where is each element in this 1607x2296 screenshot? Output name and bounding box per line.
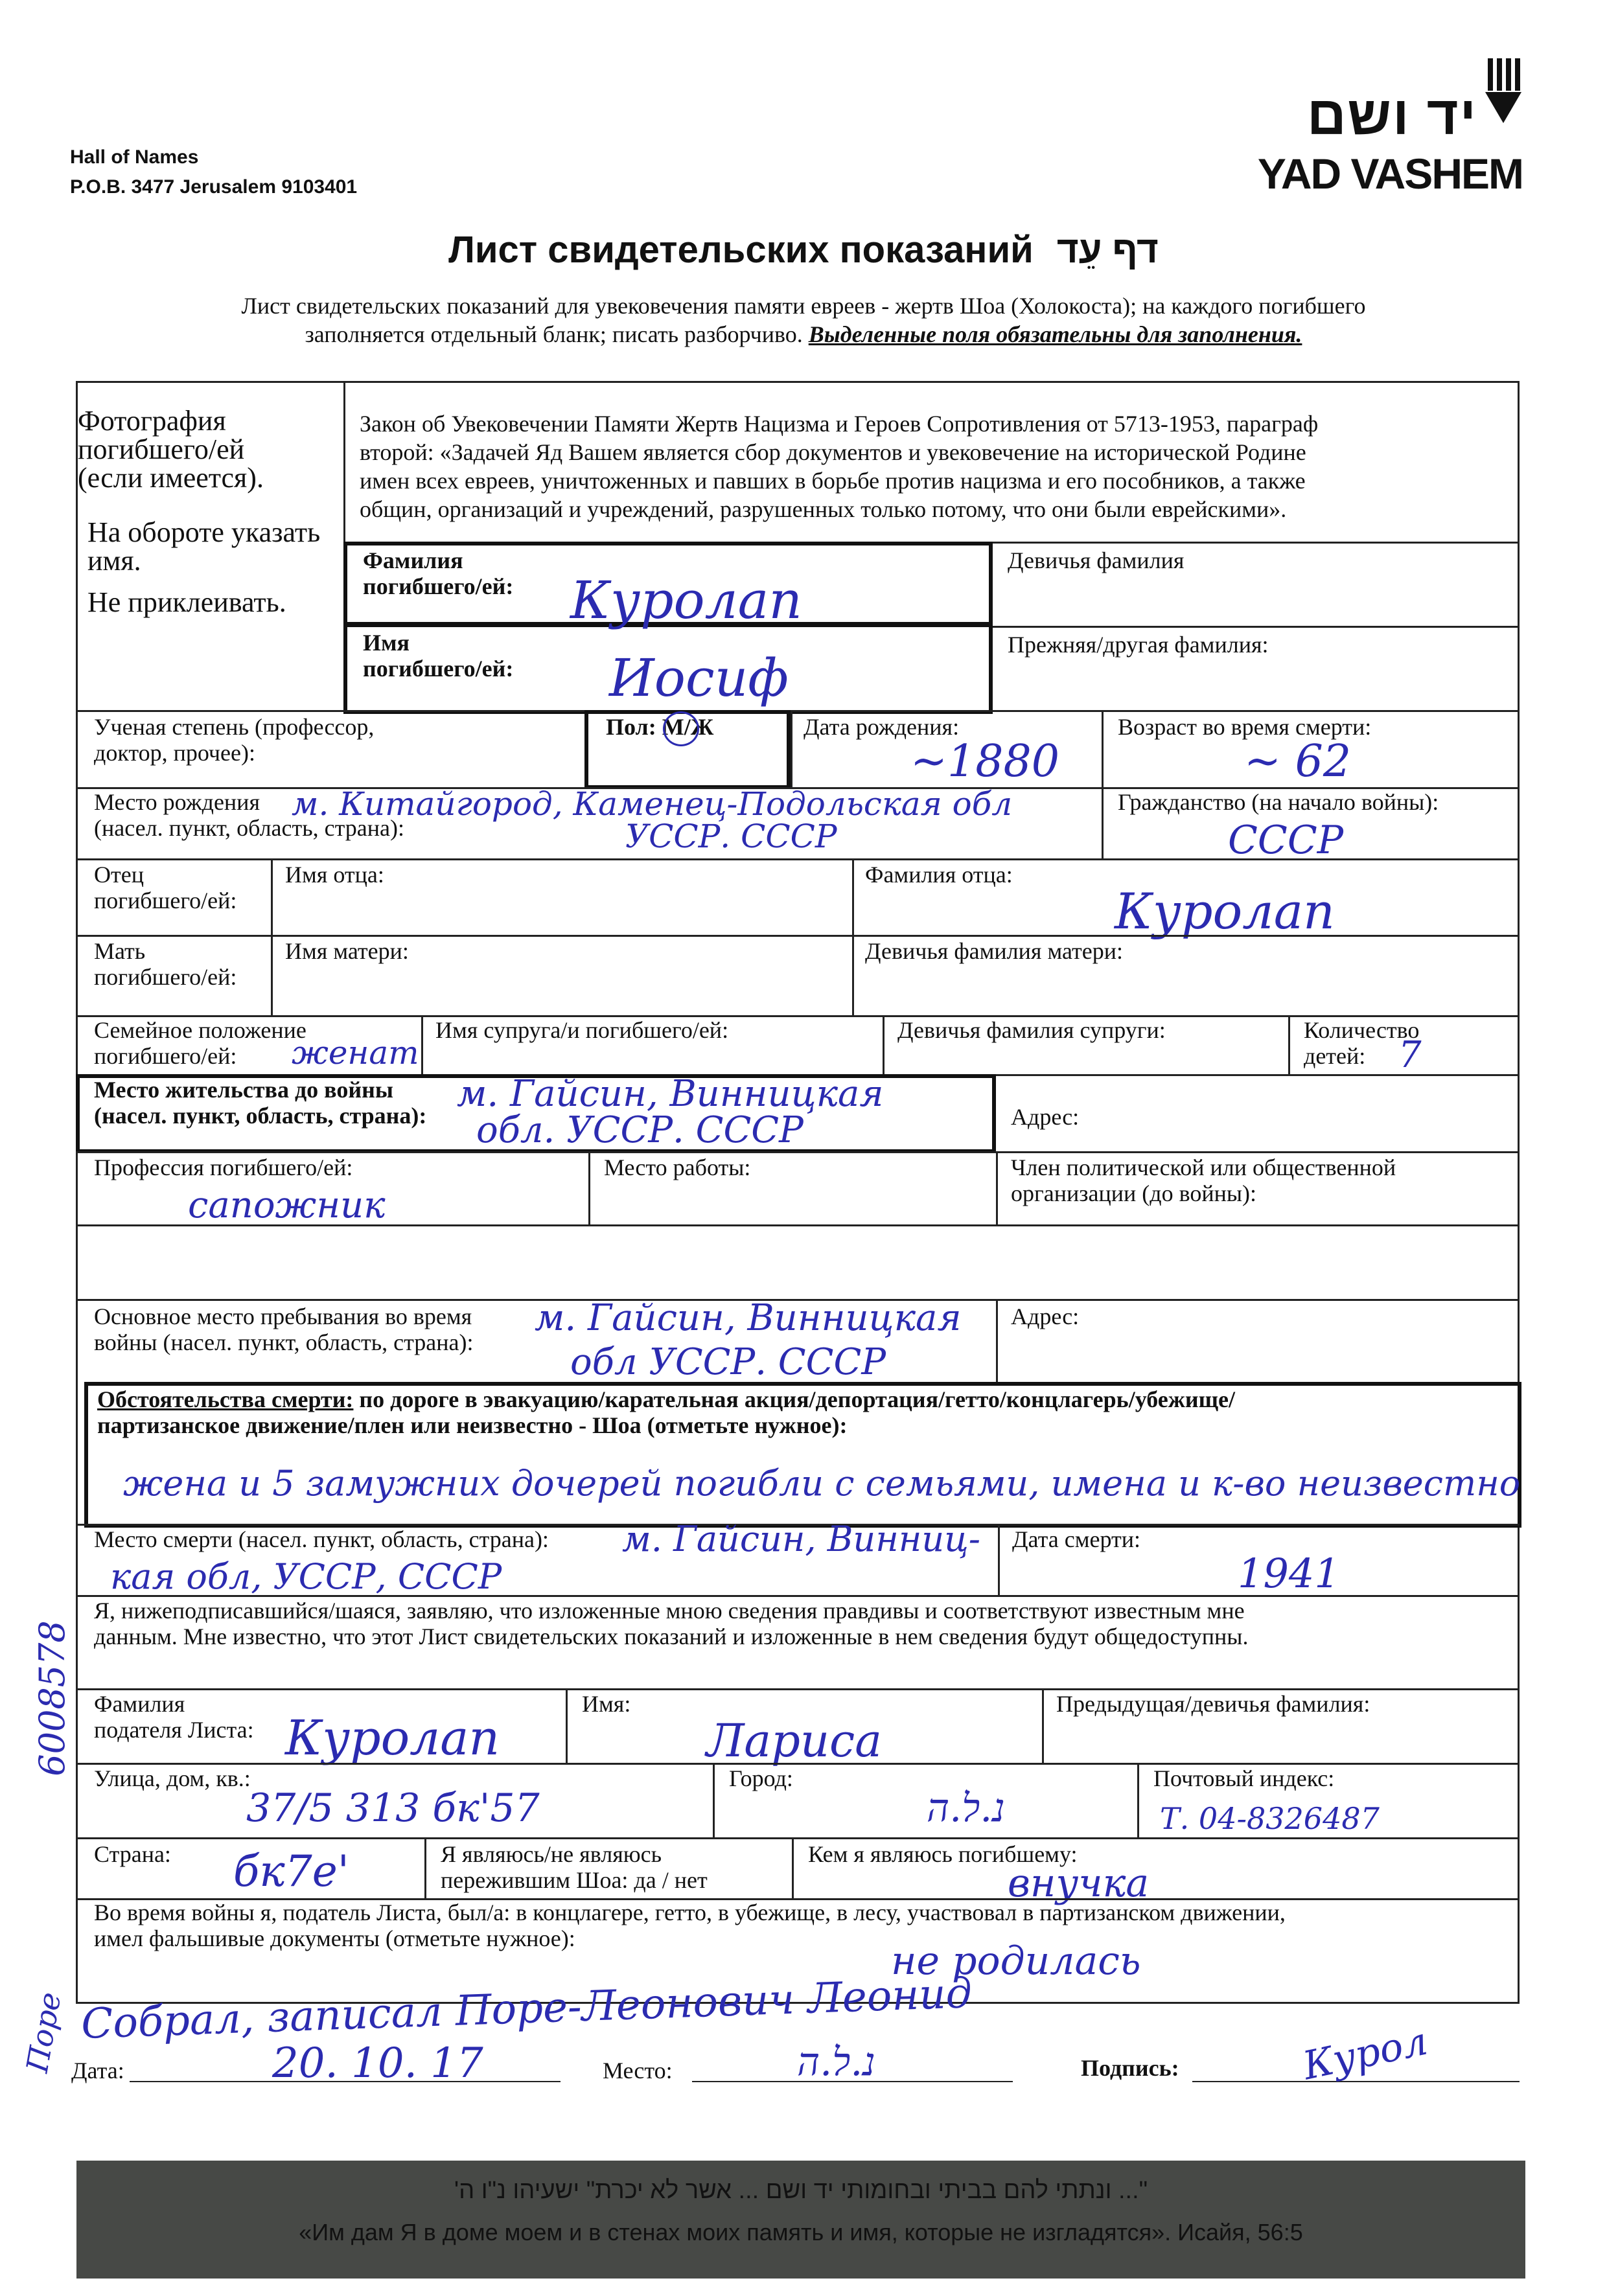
city-label: Город: xyxy=(729,1765,793,1791)
name-label-2: погибшего/ей: xyxy=(363,656,514,682)
marital-label-1: Семейное положение xyxy=(94,1017,306,1043)
law-line-2: второй: «Задачей Яд Вашем является сбор документов и увековечение на исторической Родине xyxy=(360,439,1306,465)
birth-place-value-2: УССР. СССР xyxy=(625,818,837,855)
wartime-label xyxy=(94,1303,474,1355)
wartime-label-1: Основное место пребывания во время xyxy=(94,1303,472,1329)
photo-note-1: На обороте указать xyxy=(87,516,321,548)
declaration-line-1: Я, нижеподписавшийся/шаяся, заявляю, что изложенные мною сведения правдивы и соответствуют известным мне xyxy=(94,1598,1245,1624)
children-value: 7 xyxy=(1398,1034,1422,1076)
residence-label-2: (насел. пункт, область, страна): xyxy=(94,1103,427,1129)
death-date-value: 1941 xyxy=(1238,1550,1340,1597)
wartime-value-1: м. Гайсин, Винницкая xyxy=(535,1297,962,1339)
age-value: ~ 62 xyxy=(1244,736,1352,787)
submitter-surname-value: Куролап xyxy=(285,1710,500,1766)
maiden-label: Девичья фамилия xyxy=(1008,547,1185,573)
profession-value: сапожник xyxy=(188,1184,386,1226)
postal-value: Т. 04-8326487 xyxy=(1160,1801,1380,1836)
surname-label-2: погибшего/ей: xyxy=(363,573,514,599)
submitter-surname-label-1: Фамилия xyxy=(94,1691,185,1717)
date-label: Дата: xyxy=(71,2058,124,2084)
children-label-2: детей: xyxy=(1304,1043,1366,1069)
place-label: Место: xyxy=(603,2058,673,2084)
survivor-label-2: пережившим Шоа: да / нет xyxy=(441,1867,708,1893)
mother-name-label: Имя матери: xyxy=(285,938,409,964)
death-place-label: Место смерти (насел. пункт, область, страна): xyxy=(94,1526,549,1552)
birth-date-value: ~1880 xyxy=(910,736,1060,787)
marital-label xyxy=(94,1017,306,1069)
father-label xyxy=(94,862,237,913)
mother-label xyxy=(94,938,237,990)
war-status-value: не родилась xyxy=(891,1938,1141,1984)
name-label xyxy=(363,630,513,682)
father-label-2: погибшего/ей: xyxy=(94,888,237,913)
membership-label-1: Член политической или общественной xyxy=(1011,1154,1396,1180)
workplace-label: Место работы: xyxy=(604,1154,751,1180)
surname-value: Куролап xyxy=(570,570,802,630)
collector-note: Собрал, записал Поре-Леонович Леонид xyxy=(80,1969,973,2049)
submitter-surname-label xyxy=(94,1691,254,1743)
mother-label-1: Мать xyxy=(94,938,146,964)
father-label-1: Отец xyxy=(94,862,144,888)
logo-hebrew: יד ושם xyxy=(1306,85,1477,146)
photo-label-2: погибшего/ей xyxy=(78,433,245,465)
logo-latin: YAD VASHEM xyxy=(1257,150,1523,198)
sex-label: Пол: М/Ж xyxy=(606,714,714,740)
birth-place-label-2: (насел. пункт, область, страна): xyxy=(94,815,405,841)
photo-label: Фотография xyxy=(78,405,226,437)
war-status-label-1: Во время войны я, податель Листа, был/а: в концлагере, гетто, в убежище, в лесу, участвовал в партизанском движении, xyxy=(94,1900,1286,1925)
street-label: Улица, дом, кв.: xyxy=(94,1765,251,1791)
father-surname-value: Куролап xyxy=(1115,882,1335,940)
circumstances-title: Обстоятельства смерти: xyxy=(97,1386,354,1412)
law-text xyxy=(360,409,1318,523)
intro-line-1: Лист свидетельских показаний для увековечения памяти евреев - жертв Шоа (Холокоста); на каждого погибшего xyxy=(241,293,1366,319)
intro-line-2: заполняется отдельный бланк; писать разборчиво. Выделенные поля обязательны для заполнения. xyxy=(305,321,1302,347)
footer-hebrew: "... ונתתי להם בביתי ובחומותי יד ושם ... אשר לא יכרת" ישעיהו נ"ו ה' xyxy=(454,2177,1148,2204)
membership-label xyxy=(1011,1154,1396,1206)
surname-label xyxy=(363,547,513,599)
circumstances-label-1 xyxy=(97,1386,1235,1412)
degree-label-1: Ученая степень (профессор, xyxy=(94,714,375,740)
submitter-surname-label-2: подателя Листа: xyxy=(94,1717,254,1743)
death-place-value-2: кая обл, УССР, СССР xyxy=(110,1556,502,1597)
first-name-value: Иосиф xyxy=(609,648,789,708)
org-address: P.O.B. 3477 Jerusalem 9103401 xyxy=(70,176,358,198)
photo-label-3: (если имеется). xyxy=(78,462,264,494)
title-russian: Лист свидетельских показаний xyxy=(448,229,1034,271)
war-status-label-2: имел фальшивые документы (отметьте нужное): xyxy=(94,1925,575,1951)
submitter-prev-label: Предыдущая/девичья фамилия: xyxy=(1056,1691,1370,1717)
marital-value: женат xyxy=(292,1034,419,1072)
residence-label-1: Место жительства до войны xyxy=(94,1077,393,1103)
date-value: 20. 10. 17 xyxy=(272,2039,483,2087)
birth-place-value-1: м. Китайгород, Каменец-Подольская обл xyxy=(292,785,1013,823)
wartime-value-2: обл УССР. СССР xyxy=(570,1341,886,1383)
surname-label-1: Фамилия xyxy=(363,547,463,573)
relation-label: Кем я являюсь погибшему: xyxy=(808,1841,1078,1867)
menorah-icon xyxy=(1484,58,1523,130)
photo-note xyxy=(87,518,320,617)
relation-value: внучка xyxy=(1008,1861,1150,1906)
degree-label-2: доктор, прочее): xyxy=(94,740,255,766)
postal-label: Почтовый индекс: xyxy=(1153,1765,1335,1791)
country-value: бк7е' xyxy=(233,1846,349,1896)
photo-note-2: имя. xyxy=(87,545,141,577)
residence-label xyxy=(94,1077,426,1129)
city-value: נ.ל.ה xyxy=(927,1785,1005,1831)
yad-vashem-logo xyxy=(1231,58,1523,201)
photo-box xyxy=(78,407,264,492)
circumstances-label xyxy=(97,1386,1235,1438)
signature-label: Подпись: xyxy=(1081,2055,1179,2081)
address-label: Адрес: xyxy=(1011,1104,1080,1130)
circumstances-options-2: партизанское движение/плен или неизвестно - Шоа (отметьте нужное): xyxy=(97,1412,848,1438)
law-line-1: Закон об Увековечении Памяти Жертв Нацизма и Героев Сопротивления от 5713-1953, параграф xyxy=(360,411,1319,437)
spouse-maiden-label: Девичья фамилия супруги: xyxy=(897,1017,1166,1043)
photo-note-3: Не приклеивать. xyxy=(87,586,286,618)
intro-text xyxy=(0,292,1607,349)
degree-label xyxy=(94,714,374,766)
residence-value-2: обл. УССР. СССР xyxy=(476,1109,804,1151)
address2-label: Адрес: xyxy=(1011,1303,1080,1329)
form-title xyxy=(0,228,1607,271)
former-surname-label: Прежняя/другая фамилия: xyxy=(1008,632,1269,658)
submitter-name-value: Лариса xyxy=(706,1714,882,1767)
birth-date-label: Дата рождения: xyxy=(804,714,960,740)
profession-label: Профессия погибшего/ей: xyxy=(94,1154,353,1180)
country-label: Страна: xyxy=(94,1841,171,1867)
citizenship-value: СССР xyxy=(1228,818,1344,863)
marital-label-2: погибшего/ей: xyxy=(94,1043,237,1069)
footer-russian: «Им дам Я в доме моем и в стенах моих память и имя, которые не изгладятся». Исайя, 56:5 xyxy=(299,2219,1303,2245)
father-name-label: Имя отца: xyxy=(285,862,384,888)
intro-emphasis: Выделенные поля обязательны для заполнения. xyxy=(808,321,1302,347)
law-line-4: общин, организаций и учреждений, разрушенных только потому, что они были еврейскими». xyxy=(360,496,1287,522)
mother-maiden-label: Девичья фамилия матери: xyxy=(865,938,1124,964)
margin-number: 6008578 xyxy=(31,1620,73,1776)
name-label-1: Имя xyxy=(363,630,410,656)
signature-value: Курол xyxy=(1299,2018,1432,2089)
spouse-name-label: Имя супруга/и погибшего/ей: xyxy=(435,1017,729,1043)
submitter-name-label: Имя: xyxy=(582,1691,631,1717)
title-hebrew: דף עֵד xyxy=(1056,229,1159,271)
org-name: Hall of Names xyxy=(70,146,199,168)
margin-signature: Поре xyxy=(19,1990,68,2075)
survivor-label-1: Я являюсь/не являюсь xyxy=(441,1841,662,1867)
death-place-value-1: м. Гайсин, Винниц- xyxy=(622,1519,981,1559)
membership-label-2: организации (до войны): xyxy=(1011,1180,1257,1206)
citizenship-label: Гражданство (на начало войны): xyxy=(1118,789,1439,815)
age-label: Возраст во время смерти: xyxy=(1118,714,1372,740)
declaration-line-2: данным. Мне известно, что этот Лист свидетельских показаний и изложенные в нем сведения будут общедоступны. xyxy=(94,1624,1249,1649)
residence-value-1: м. Гайсин, Винницкая xyxy=(457,1073,884,1115)
father-surname-label: Фамилия отца: xyxy=(865,862,1013,888)
sex-circle xyxy=(663,711,699,746)
death-date-label: Дата смерти: xyxy=(1012,1526,1141,1552)
street-value: 37/5 313 бк'57 xyxy=(246,1785,540,1831)
mother-label-2: погибшего/ей: xyxy=(94,964,237,990)
circumstances-options-1: по дороге в эвакуацию/карательная акция/депортация/гетто/концлагерь/убежище/ xyxy=(359,1386,1235,1412)
circumstances-value: жена и 5 замужних дочерей погибли с семьями, имена и к-во неизвестно xyxy=(123,1463,1521,1504)
birth-place-label-1: Место рождения xyxy=(94,789,260,815)
law-line-3: имен всех евреев, уничтоженных и павших в борьбе против нацизма и его пособников, а также xyxy=(360,468,1306,494)
children-label-1: Количество xyxy=(1304,1017,1420,1043)
place-value: נ.ל.ה xyxy=(797,2039,875,2085)
wartime-label-2: войны (насел. пункт, область, страна): xyxy=(94,1329,474,1355)
survivor-label xyxy=(441,1841,708,1893)
declaration-text xyxy=(94,1598,1248,1649)
